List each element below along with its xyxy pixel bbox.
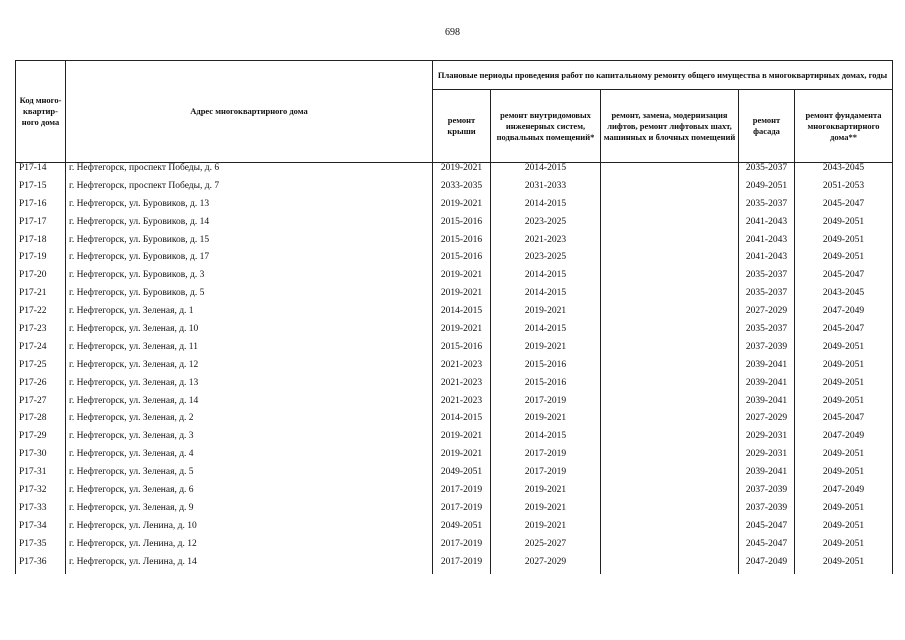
cell-foundation: 2049-2051 bbox=[795, 217, 893, 235]
table-row bbox=[16, 413, 893, 431]
table-row bbox=[16, 539, 893, 557]
cell-facade: 2037-2039 bbox=[739, 485, 795, 503]
cell-facade: 2045-2047 bbox=[739, 539, 795, 557]
cell-systems: 2017-2019 bbox=[491, 396, 601, 414]
cell-foundation: 2047-2049 bbox=[795, 306, 893, 324]
cell-systems: 2014-2015 bbox=[491, 431, 601, 449]
cell-foundation: 2045-2047 bbox=[795, 324, 893, 342]
cell-facade: 2035-2037 bbox=[739, 288, 795, 306]
cell-code: Р17-15 bbox=[16, 181, 66, 199]
cell-roof: 2017-2019 bbox=[433, 485, 491, 503]
cell-facade: 2027-2029 bbox=[739, 413, 795, 431]
header-systems: ремонт внутридомовых инженерных систем, подвальных помещений* bbox=[491, 90, 601, 163]
cell-code: Р17-26 bbox=[16, 378, 66, 396]
cell-systems: 2014-2015 bbox=[491, 324, 601, 342]
cell-facade: 2045-2047 bbox=[739, 521, 795, 539]
capital-repair-table bbox=[15, 60, 893, 574]
cell-facade: 2029-2031 bbox=[739, 431, 795, 449]
table-row bbox=[16, 217, 893, 235]
cell-code: Р17-23 bbox=[16, 324, 66, 342]
cell-code: Р17-25 bbox=[16, 360, 66, 378]
cell-roof: 2019-2021 bbox=[433, 270, 491, 288]
cell-systems: 2017-2019 bbox=[491, 467, 601, 485]
cell-code: Р17-35 bbox=[16, 539, 66, 557]
cell-foundation: 2049-2051 bbox=[795, 503, 893, 521]
cell-facade: 2047-2049 bbox=[739, 557, 795, 575]
table-row bbox=[16, 163, 893, 181]
cell-roof: 2019-2021 bbox=[433, 449, 491, 467]
cell-roof: 2019-2021 bbox=[433, 288, 491, 306]
cell-systems: 2015-2016 bbox=[491, 360, 601, 378]
cell-address: г. Нефтегорск, ул. Зеленая, д. 13 bbox=[66, 378, 433, 396]
cell-foundation: 2049-2051 bbox=[795, 360, 893, 378]
cell-roof: 2019-2021 bbox=[433, 199, 491, 217]
cell-elevators bbox=[601, 252, 739, 270]
cell-roof: 2017-2019 bbox=[433, 539, 491, 557]
cell-elevators bbox=[601, 485, 739, 503]
cell-foundation: 2049-2051 bbox=[795, 378, 893, 396]
cell-address: г. Нефтегорск, ул. Зеленая, д. 4 bbox=[66, 449, 433, 467]
cell-facade: 2035-2037 bbox=[739, 163, 795, 181]
cell-foundation: 2047-2049 bbox=[795, 431, 893, 449]
cell-code: Р17-19 bbox=[16, 252, 66, 270]
cell-elevators bbox=[601, 378, 739, 396]
cell-elevators bbox=[601, 306, 739, 324]
table-row bbox=[16, 449, 893, 467]
cell-address: г. Нефтегорск, ул. Зеленая, д. 9 bbox=[66, 503, 433, 521]
cell-address: г. Нефтегорск, ул. Ленина, д. 10 bbox=[66, 521, 433, 539]
cell-roof: 2019-2021 bbox=[433, 163, 491, 181]
cell-address: г. Нефтегорск, ул. Буровиков, д. 5 bbox=[66, 288, 433, 306]
cell-elevators bbox=[601, 449, 739, 467]
cell-elevators bbox=[601, 467, 739, 485]
cell-systems: 2023-2025 bbox=[491, 217, 601, 235]
cell-foundation: 2043-2045 bbox=[795, 288, 893, 306]
cell-foundation: 2045-2047 bbox=[795, 199, 893, 217]
cell-elevators bbox=[601, 342, 739, 360]
table-row bbox=[16, 324, 893, 342]
cell-address: г. Нефтегорск, ул. Буровиков, д. 15 bbox=[66, 235, 433, 253]
cell-systems: 2014-2015 bbox=[491, 288, 601, 306]
cell-code: Р17-33 bbox=[16, 503, 66, 521]
cell-code: Р17-34 bbox=[16, 521, 66, 539]
header-code: Код много-квартир-ного дома bbox=[16, 61, 66, 163]
cell-systems: 2019-2021 bbox=[491, 306, 601, 324]
cell-address: г. Нефтегорск, ул. Ленина, д. 14 bbox=[66, 557, 433, 575]
cell-systems: 2031-2033 bbox=[491, 181, 601, 199]
cell-elevators bbox=[601, 396, 739, 414]
cell-elevators bbox=[601, 324, 739, 342]
cell-foundation: 2049-2051 bbox=[795, 467, 893, 485]
header-foundation: ремонт фундамента многоквартирного дома** bbox=[795, 90, 893, 163]
cell-facade: 2041-2043 bbox=[739, 252, 795, 270]
cell-code: Р17-17 bbox=[16, 217, 66, 235]
cell-facade: 2039-2041 bbox=[739, 467, 795, 485]
cell-facade: 2041-2043 bbox=[739, 235, 795, 253]
table-row bbox=[16, 235, 893, 253]
cell-roof: 2014-2015 bbox=[433, 413, 491, 431]
cell-code: Р17-29 bbox=[16, 431, 66, 449]
cell-code: Р17-21 bbox=[16, 288, 66, 306]
cell-systems: 2017-2019 bbox=[491, 449, 601, 467]
cell-facade: 2049-2051 bbox=[739, 181, 795, 199]
cell-address: г. Нефтегорск, проспект Победы, д. 7 bbox=[66, 181, 433, 199]
cell-roof: 2033-2035 bbox=[433, 181, 491, 199]
cell-address: г. Нефтегорск, ул. Буровиков, д. 17 bbox=[66, 252, 433, 270]
cell-code: Р17-20 bbox=[16, 270, 66, 288]
cell-elevators bbox=[601, 431, 739, 449]
page-number: 698 bbox=[445, 27, 460, 38]
cell-facade: 2039-2041 bbox=[739, 396, 795, 414]
cell-systems: 2015-2016 bbox=[491, 378, 601, 396]
cell-code: Р17-31 bbox=[16, 467, 66, 485]
table-body bbox=[16, 163, 893, 575]
cell-code: Р17-22 bbox=[16, 306, 66, 324]
table-row bbox=[16, 306, 893, 324]
cell-facade: 2035-2037 bbox=[739, 199, 795, 217]
cell-foundation: 2049-2051 bbox=[795, 539, 893, 557]
cell-systems: 2019-2021 bbox=[491, 342, 601, 360]
cell-systems: 2025-2027 bbox=[491, 539, 601, 557]
cell-facade: 2035-2037 bbox=[739, 324, 795, 342]
cell-address: г. Нефтегорск, ул. Зеленая, д. 10 bbox=[66, 324, 433, 342]
cell-address: г. Нефтегорск, ул. Ленина, д. 12 bbox=[66, 539, 433, 557]
cell-foundation: 2049-2051 bbox=[795, 235, 893, 253]
cell-facade: 2029-2031 bbox=[739, 449, 795, 467]
cell-roof: 2017-2019 bbox=[433, 503, 491, 521]
cell-roof: 2015-2016 bbox=[433, 217, 491, 235]
cell-systems: 2023-2025 bbox=[491, 252, 601, 270]
table-row bbox=[16, 252, 893, 270]
header-facade: ремонт фасада bbox=[739, 90, 795, 163]
table-row bbox=[16, 199, 893, 217]
cell-code: Р17-28 bbox=[16, 413, 66, 431]
table-row bbox=[16, 396, 893, 414]
cell-address: г. Нефтегорск, ул. Зеленая, д. 2 bbox=[66, 413, 433, 431]
cell-systems: 2021-2023 bbox=[491, 235, 601, 253]
cell-address: г. Нефтегорск, ул. Зеленая, д. 14 bbox=[66, 396, 433, 414]
cell-roof: 2015-2016 bbox=[433, 342, 491, 360]
table-row bbox=[16, 360, 893, 378]
table-row bbox=[16, 378, 893, 396]
cell-address: г. Нефтегорск, ул. Буровиков, д. 13 bbox=[66, 199, 433, 217]
cell-systems: 2027-2029 bbox=[491, 557, 601, 575]
cell-elevators bbox=[601, 181, 739, 199]
table-row bbox=[16, 181, 893, 199]
cell-elevators bbox=[601, 521, 739, 539]
cell-code: Р17-24 bbox=[16, 342, 66, 360]
cell-elevators bbox=[601, 270, 739, 288]
cell-roof: 2015-2016 bbox=[433, 235, 491, 253]
cell-roof: 2014-2015 bbox=[433, 306, 491, 324]
cell-facade: 2039-2041 bbox=[739, 378, 795, 396]
cell-elevators bbox=[601, 503, 739, 521]
cell-facade: 2039-2041 bbox=[739, 360, 795, 378]
cell-elevators bbox=[601, 217, 739, 235]
cell-roof: 2017-2019 bbox=[433, 557, 491, 575]
cell-address: г. Нефтегорск, ул. Зеленая, д. 3 bbox=[66, 431, 433, 449]
cell-code: Р17-16 bbox=[16, 199, 66, 217]
cell-code: Р17-18 bbox=[16, 235, 66, 253]
cell-facade: 2037-2039 bbox=[739, 342, 795, 360]
cell-systems: 2014-2015 bbox=[491, 163, 601, 181]
cell-address: г. Нефтегорск, ул. Зеленая, д. 11 bbox=[66, 342, 433, 360]
cell-foundation: 2051-2053 bbox=[795, 181, 893, 199]
cell-systems: 2019-2021 bbox=[491, 503, 601, 521]
cell-systems: 2019-2021 bbox=[491, 413, 601, 431]
cell-address: г. Нефтегорск, ул. Буровиков, д. 14 bbox=[66, 217, 433, 235]
header-address: Адрес многоквартирного дома bbox=[66, 61, 433, 163]
cell-foundation: 2049-2051 bbox=[795, 521, 893, 539]
cell-systems: 2014-2015 bbox=[491, 199, 601, 217]
cell-foundation: 2049-2051 bbox=[795, 557, 893, 575]
cell-foundation: 2049-2051 bbox=[795, 252, 893, 270]
header-elevators: ремонт, замена, модернизация лифтов, ремонт лифтовых шахт, машинных и блочных помещений bbox=[601, 90, 739, 163]
cell-address: г. Нефтегорск, ул. Зеленая, д. 12 bbox=[66, 360, 433, 378]
cell-systems: 2019-2021 bbox=[491, 521, 601, 539]
cell-roof: 2019-2021 bbox=[433, 431, 491, 449]
cell-code: Р17-30 bbox=[16, 449, 66, 467]
cell-elevators bbox=[601, 360, 739, 378]
cell-address: г. Нефтегорск, ул. Зеленая, д. 1 bbox=[66, 306, 433, 324]
cell-systems: 2014-2015 bbox=[491, 270, 601, 288]
cell-roof: 2019-2021 bbox=[433, 324, 491, 342]
cell-elevators bbox=[601, 235, 739, 253]
cell-foundation: 2045-2047 bbox=[795, 413, 893, 431]
header-planned-periods: Плановые периоды проведения работ по капитальному ремонту общего имущества в многоквартирных домах, годы bbox=[433, 61, 893, 90]
cell-facade: 2037-2039 bbox=[739, 503, 795, 521]
header-roof: ремонт крыши bbox=[433, 90, 491, 163]
cell-roof: 2049-2051 bbox=[433, 521, 491, 539]
table-row bbox=[16, 485, 893, 503]
cell-address: г. Нефтегорск, ул. Зеленая, д. 5 bbox=[66, 467, 433, 485]
cell-roof: 2015-2016 bbox=[433, 252, 491, 270]
cell-foundation: 2043-2045 bbox=[795, 163, 893, 181]
cell-code: Р17-32 bbox=[16, 485, 66, 503]
table-row bbox=[16, 270, 893, 288]
cell-facade: 2041-2043 bbox=[739, 217, 795, 235]
cell-roof: 2021-2023 bbox=[433, 360, 491, 378]
cell-foundation: 2049-2051 bbox=[795, 449, 893, 467]
cell-elevators bbox=[601, 199, 739, 217]
cell-address: г. Нефтегорск, ул. Буровиков, д. 3 bbox=[66, 270, 433, 288]
cell-foundation: 2049-2051 bbox=[795, 342, 893, 360]
table-row bbox=[16, 431, 893, 449]
cell-foundation: 2047-2049 bbox=[795, 485, 893, 503]
cell-roof: 2021-2023 bbox=[433, 396, 491, 414]
cell-address: г. Нефтегорск, проспект Победы, д. 6 bbox=[66, 163, 433, 181]
cell-systems: 2019-2021 bbox=[491, 485, 601, 503]
cell-roof: 2049-2051 bbox=[433, 467, 491, 485]
cell-code: Р17-36 bbox=[16, 557, 66, 575]
table-row bbox=[16, 288, 893, 306]
table-row bbox=[16, 467, 893, 485]
cell-foundation: 2049-2051 bbox=[795, 396, 893, 414]
cell-facade: 2027-2029 bbox=[739, 306, 795, 324]
table-row bbox=[16, 557, 893, 575]
table-row bbox=[16, 503, 893, 521]
cell-code: Р17-14 bbox=[16, 163, 66, 181]
table-row bbox=[16, 342, 893, 360]
cell-address: г. Нефтегорск, ул. Зеленая, д. 6 bbox=[66, 485, 433, 503]
cell-elevators bbox=[601, 557, 739, 575]
cell-elevators bbox=[601, 163, 739, 181]
cell-elevators bbox=[601, 288, 739, 306]
cell-elevators bbox=[601, 413, 739, 431]
cell-facade: 2035-2037 bbox=[739, 270, 795, 288]
cell-foundation: 2045-2047 bbox=[795, 270, 893, 288]
table-row bbox=[16, 521, 893, 539]
cell-elevators bbox=[601, 539, 739, 557]
cell-code: Р17-27 bbox=[16, 396, 66, 414]
cell-roof: 2021-2023 bbox=[433, 378, 491, 396]
